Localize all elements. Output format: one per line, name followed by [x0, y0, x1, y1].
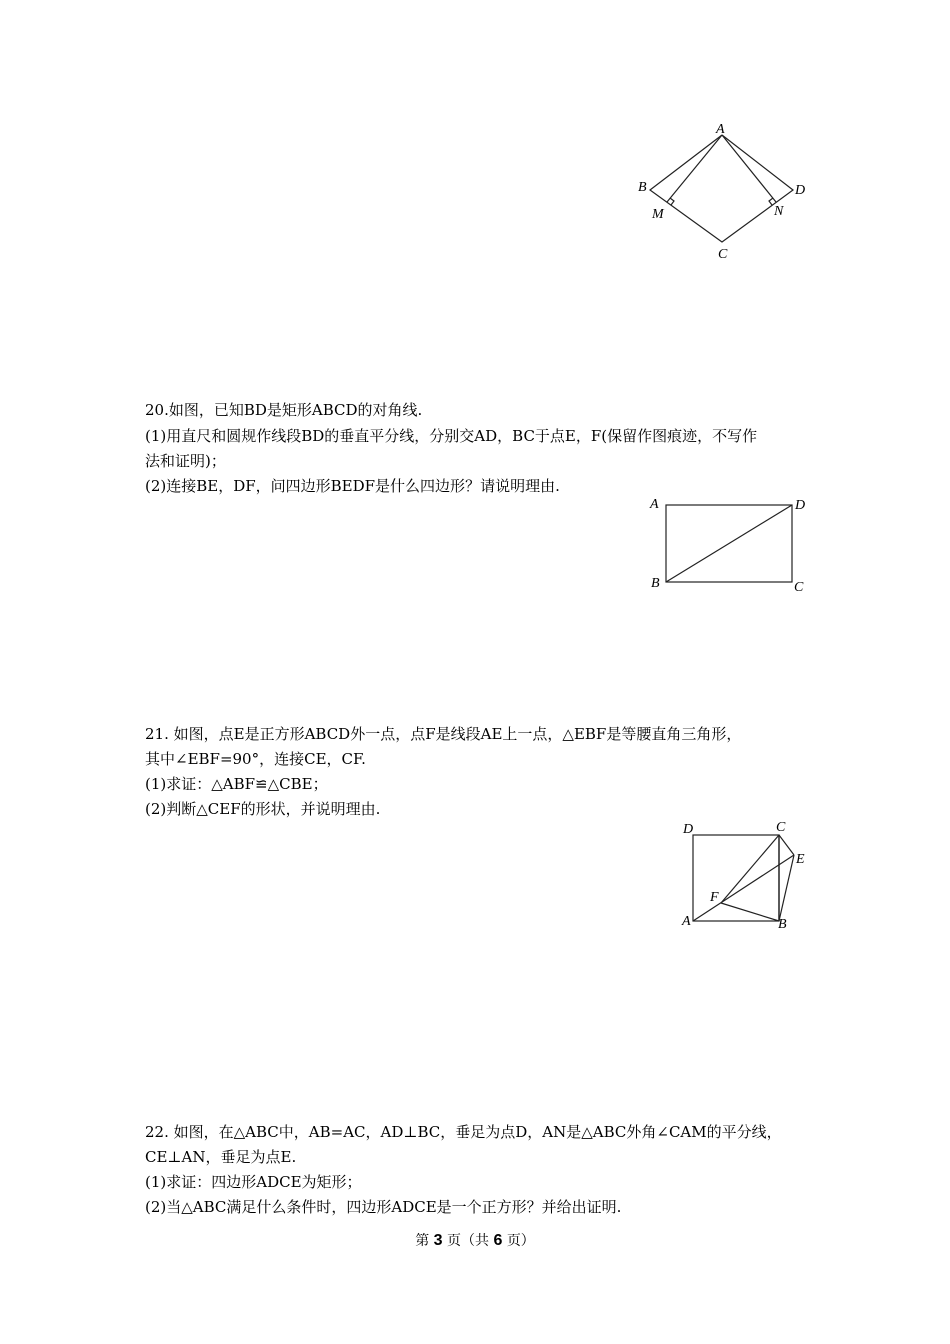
point-label-b: B [778, 917, 787, 932]
figure-rhombus-amn [630, 120, 810, 265]
question-22-line-2: CE⊥AN，垂足为点E. [145, 1148, 297, 1166]
question-20-line-3: 法和证明)； [145, 452, 226, 470]
point-label-d: D [795, 498, 806, 513]
segment-fb [721, 903, 779, 921]
point-label-a: A [682, 914, 691, 929]
segment-cf [721, 835, 779, 903]
footer-middle: 页（共 [447, 1233, 489, 1249]
figure-rectangle-abcd [645, 493, 815, 593]
page-footer [0, 1231, 950, 1251]
footer-suffix: 页） [506, 1233, 535, 1249]
footer-page-number: 3 [433, 1232, 443, 1249]
point-label-b: B [638, 180, 647, 195]
point-label-d: D [795, 183, 806, 198]
footer-total-pages: 6 [493, 1232, 503, 1249]
point-label-e: E [796, 852, 805, 867]
point-label-n: N [774, 204, 784, 219]
point-label-m: M [652, 207, 664, 222]
point-label-c: C [776, 820, 786, 835]
segment-ce [779, 835, 794, 855]
question-21-line-4: (2)判断△CEF的形状，并说明理由. [145, 800, 381, 818]
segment-an [722, 135, 776, 202]
question-21-line-3: (1)求证：△ABF≌△CBE； [145, 775, 328, 793]
figure-square-abcd-ebf [675, 815, 815, 935]
diagonal-bd [666, 505, 792, 582]
question-22-line-1: 22. 如图，在△ABC中，AB=AC，AD⊥BC，垂足为点D，AN是△ABC外角∠CAM的平分线， [145, 1123, 782, 1141]
point-label-f: F [710, 890, 719, 905]
point-label-c: C [794, 580, 804, 595]
point-label-a: A [650, 497, 659, 512]
point-label-c: C [718, 247, 728, 262]
segment-am [667, 135, 722, 202]
question-22-line-3: (1)求证：四边形ADCE为矩形； [145, 1173, 362, 1191]
rhombus-outline [650, 135, 793, 242]
footer-prefix: 第 [415, 1233, 430, 1249]
point-label-b: B [651, 576, 660, 591]
point-label-d: D [683, 822, 694, 837]
question-20-line-4: (2)连接BE，DF，问四边形BEDF是什么四边形？请说明理由. [145, 477, 560, 495]
right-angle-mark-n [769, 198, 773, 205]
question-20-line-2: (1)用直尺和圆规作线段BD的垂直平分线，分别交AD，BC于点E，F(保留作图痕迹，不写作 [145, 427, 758, 445]
point-label-a: A [716, 122, 725, 137]
question-21-line-2: 其中∠EBF=90°，连接CE，CF. [145, 750, 366, 768]
question-20-line-1: 20.如图，已知BD是矩形ABCD的对角线. [145, 401, 423, 419]
question-22-line-4: (2)当△ABC满足什么条件时，四边形ADCE是一个正方形？并给出证明. [145, 1198, 622, 1216]
question-21-line-1: 21. 如图，点E是正方形ABCD外一点，点F是线段AE上一点，△EBF是等腰直角三角形， [145, 725, 742, 743]
right-angle-mark-m [670, 198, 674, 205]
segment-eb [779, 855, 794, 921]
